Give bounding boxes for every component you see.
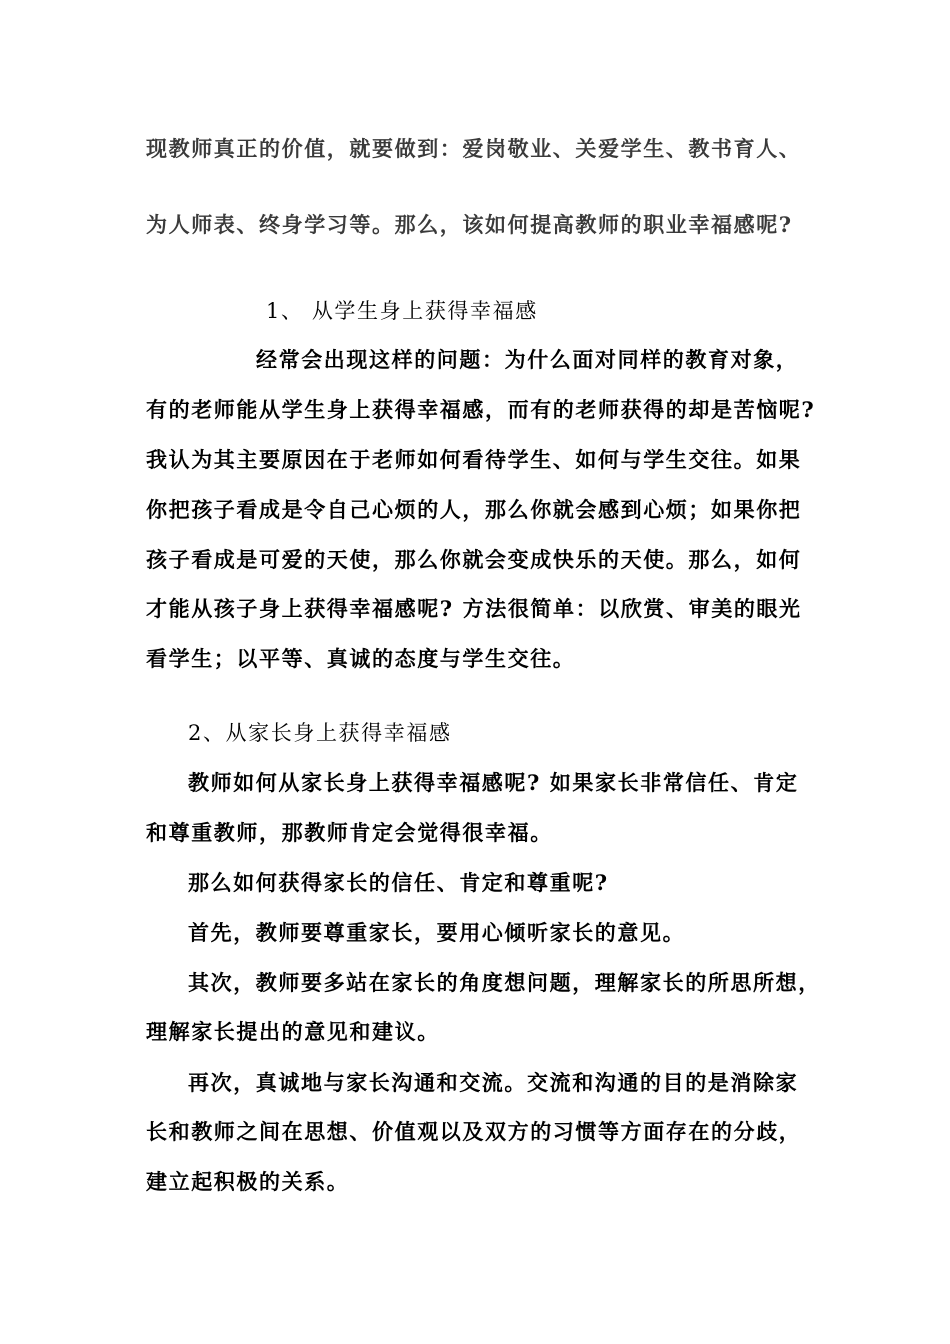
intro-line-1: 现教师真正的价值，就要做到：爱岗敬业、关爱学生、教书育人、 [146,136,802,161]
section-2-heading: 2、从家长身上获得幸福感 [188,721,452,745]
intro-line-2: 为人师表、终身学习等。那么，该如何提高教师的职业幸福感呢? [146,212,793,237]
section-2-line-8: 长和教师之间在思想、价值观以及双方的习惯等方面存在的分歧， [146,1119,802,1144]
section-2-line-6: 理解家长提出的意见和建议。 [146,1019,440,1044]
section-2-line-2: 和尊重教师，那教师肯定会觉得很幸福。 [146,820,553,845]
section-2-line-4: 首先，教师要尊重家长，要用心倾听家长的意见。 [188,920,686,945]
section-2-line-9: 建立起积极的关系。 [146,1169,350,1194]
section-1-line-2: 有的老师能从学生身上获得幸福感，而有的老师获得的却是苦恼呢? [146,397,816,422]
section-1-heading: 1、 从学生身上获得幸福感 [266,299,538,323]
section-1-line-6: 才能从孩子身上获得幸福感呢? 方法很简单：以欣赏、审美的眼光 [146,596,802,621]
section-1-line-1: 经常会出现这样的问题：为什么面对同样的教育对象， [256,347,799,372]
section-1-line-4: 你把孩子看成是令自己心烦的人，那么你就会感到心烦；如果你把 [146,497,802,522]
section-1-line-7: 看学生；以平等、真诚的态度与学生交往。 [146,646,576,671]
section-2-line-1: 教师如何从家长身上获得幸福感呢? 如果家长非常信任、肯定 [188,770,799,795]
section-1-line-3: 我认为其主要原因在于老师如何看待学生、如何与学生交往。如果 [146,447,802,472]
section-1-line-5: 孩子看成是可爱的天使，那么你就会变成快乐的天使。那么，如何 [146,547,802,572]
section-2-line-5: 其次，教师要多站在家长的角度想问题，理解家长的所思所想， [188,970,821,995]
section-2-line-3: 那么如何获得家长的信任、肯定和尊重呢? [188,870,609,895]
section-2-line-7: 再次，真诚地与家长沟通和交流。交流和沟通的目的是消除家 [188,1070,799,1095]
